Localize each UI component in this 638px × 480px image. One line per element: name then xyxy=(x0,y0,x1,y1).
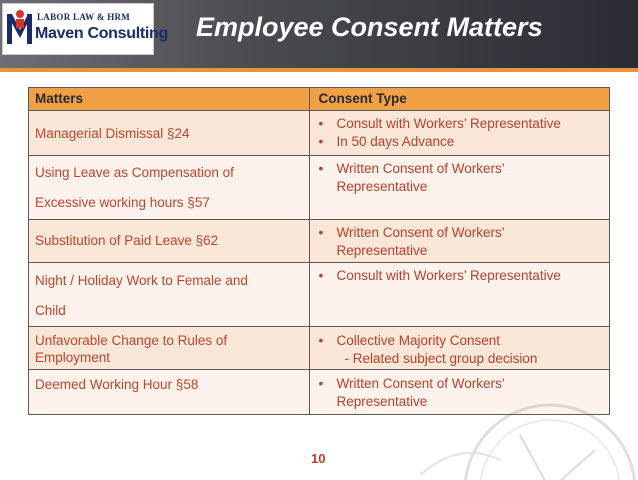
consent-bullet: • Consult with Workers’ Representative xyxy=(318,115,603,133)
logo-name: Maven Consulting xyxy=(35,25,168,42)
column-header-matters: Matters xyxy=(29,88,310,111)
slide-title: Employee Consent Matters xyxy=(196,12,543,42)
logo-tagline: LABOR LAW & HRM xyxy=(37,12,131,22)
consent-bullet: • Written Consent of Workers’ Representative xyxy=(318,160,603,196)
consent-cell xyxy=(310,156,610,220)
consent-bullet: • In 50 days Advance xyxy=(318,133,603,151)
pocket-watch-background-image xyxy=(420,380,638,480)
consent-cell xyxy=(310,327,610,370)
matter-cell: Using Leave as Compensation of Excessive working hours §57 xyxy=(29,156,310,220)
consent-cell xyxy=(310,111,610,156)
header-accent-bar xyxy=(0,68,638,72)
consent-cell xyxy=(310,220,610,263)
table-header-row xyxy=(29,88,610,111)
logo-m-icon xyxy=(7,8,33,48)
table-row xyxy=(29,111,610,156)
company-logo xyxy=(2,3,168,55)
table-row xyxy=(29,156,610,220)
page-number: 10 xyxy=(311,451,326,466)
consent-bullet: • Consult with Workers’ Representative xyxy=(318,267,603,285)
consent-bullet: • Written Consent of Workers’ Representative xyxy=(318,375,603,411)
matter-cell: Substitution of Paid Leave §62 xyxy=(29,220,310,263)
column-header-consent-type: Consent Type xyxy=(310,88,610,111)
consent-sub-note: - Related subject group decision xyxy=(344,351,538,366)
table-row xyxy=(29,220,610,263)
consent-bullet: • Collective Majority Consent xyxy=(318,332,603,350)
matter-cell: Deemed Working Hour §58 xyxy=(29,370,310,415)
matter-cell: Night / Holiday Work to Female and Child xyxy=(29,263,310,327)
slide-header xyxy=(0,0,638,68)
consent-table xyxy=(28,87,610,415)
table-row xyxy=(29,327,610,370)
consent-cell xyxy=(310,263,610,327)
table-row xyxy=(29,263,610,327)
matter-cell: Managerial Dismissal §24 xyxy=(29,111,310,156)
matter-cell: Unfavorable Change to Rules of Employment xyxy=(29,327,310,370)
consent-bullet: • Written Consent of Workers’ Representative xyxy=(318,224,603,260)
